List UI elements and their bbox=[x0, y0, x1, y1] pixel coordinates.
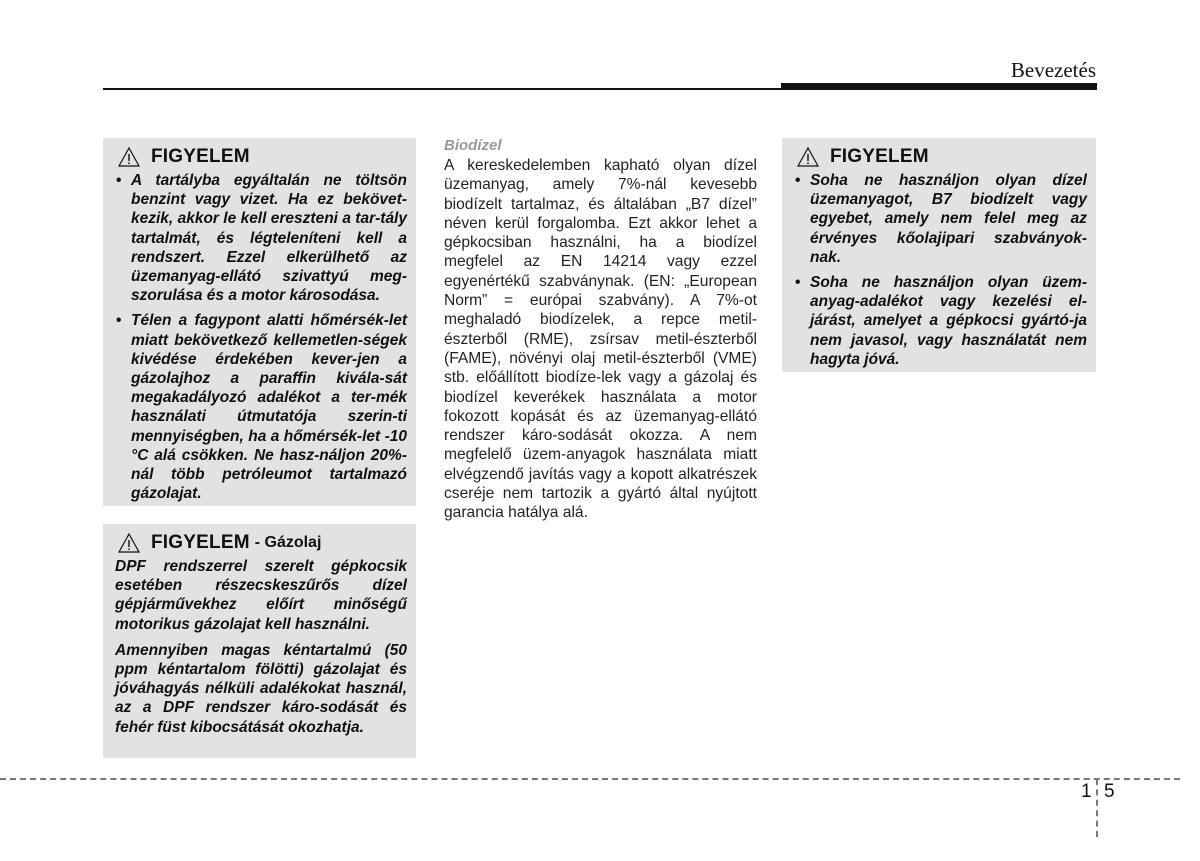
warning-item: • Soha ne használjon olyan üzem-anyag-adalékot vagy kezelési el-járást, amelyet a gépkocsi gyártó-ja nem javasol, vagy használatát nem hagyta jóvá. bbox=[795, 274, 1087, 368]
warning-box-biodiesel bbox=[782, 138, 1096, 372]
warning-subtitle: - Gázolaj bbox=[254, 534, 322, 551]
warning-header bbox=[794, 146, 1087, 168]
warning-header bbox=[115, 146, 407, 168]
warning-paragraph: DPF rendszerrel szerelt gépkocsik esetében részecskeszűrős dízel gépjárművekhez előírt minőségű motorikus gázolajat kell használni. bbox=[115, 558, 407, 633]
chapter-number: 1 bbox=[1081, 781, 1092, 802]
header-rule bbox=[103, 88, 781, 90]
warning-triangle-icon bbox=[118, 532, 140, 554]
warning-title: FIGYELEM bbox=[830, 146, 929, 167]
section-title: Bevezetés bbox=[1010, 58, 1096, 82]
warning-title: FIGYELEM bbox=[151, 146, 250, 167]
biodiesel-section bbox=[444, 137, 757, 523]
warning-list bbox=[115, 171, 407, 503]
warning-item: • Télen a fagypont alatti hőmérsék-let miatt bekövetkező kellemetlen-ségek kivédése érdekében kever-jen a gázolajhoz a paraffin kivála-sát megakadályozó adalékot a ter-mék használati útmutatója szerin-ti mennyiségben, ha a hőmérsék-let -10 °C alá csökken. Ne hasz-náljon 20%-nál több petróleumot tartalmazó gázolajat. bbox=[116, 312, 407, 503]
warning-header bbox=[115, 532, 407, 554]
section-heading: Biodízel bbox=[444, 137, 502, 154]
warning-box-fuel bbox=[103, 138, 416, 506]
warning-box-diesel bbox=[103, 524, 416, 758]
section-body: A kereskedelemben kapható olyan dízel üzemanyag, amely 7%-nál kevesebb biodízelt tartalmaz, és általában „B7 dízel” néven kerül forgalomba. Ezt akkor lehet a gépkocsiban használni, ha a biodízel megfelel az EN 14214 vagy ezzel egyenértékű szabványnak. (EN: „European Norm” = európai szabvány). A 7%-ot meghaladó biodízelek, a repce metil-észterből (RME), zsírsav metil-észterből (FAME), növényi olaj metil-észterből (VME) stb. előállított biodíze-lek vagy a gázolaj és biodízel keverékek használata a motor fokozott kopását és az üzemanyag-ellátó rendszer káro-sodását okozza. A nem megfelelő üzem-anyagok használata miatt elvégzendő javítás vagy a kopott alkatrészek cseréje nem tartozik a gyártó által nyújtott garancia hatálya alá. bbox=[444, 157, 757, 522]
warning-triangle-icon bbox=[797, 146, 819, 168]
warning-list bbox=[794, 171, 1087, 369]
warning-title: FIGYELEM bbox=[151, 532, 250, 553]
footer-divider bbox=[1096, 779, 1098, 837]
warning-triangle-icon bbox=[118, 146, 140, 168]
warning-paragraph: Amennyiben magas kéntartalmú (50 ppm kéntartalom fölötti) gázolajat és jóváhagyás nélküli adalékokat használ, az a DPF rendszer káro-sodását és fehér füst kibocsátását okozhatja. bbox=[115, 641, 407, 736]
warning-item: • A tartályba egyáltalán ne töltsön benzint vagy vizet. Ha ez bekövet-kezik, akkor le kell ereszteni a tar-tály tartalmát, és légteleníteni kell a rendszert. Ezzel elkerülhető az üzemanyag-ellátó szivattyú meg-szorulása és a motor károsodása. bbox=[116, 172, 407, 305]
page-number: 5 bbox=[1104, 781, 1115, 802]
warning-item: • Soha ne használjon olyan dízel üzemanyagot, B7 biodízelt vagy egyebet, amely nem felel meg az érvényes kőolajipari szabványok-nak. bbox=[795, 172, 1087, 266]
footer-rule bbox=[0, 778, 1180, 780]
header-rule-accent bbox=[781, 83, 1097, 90]
